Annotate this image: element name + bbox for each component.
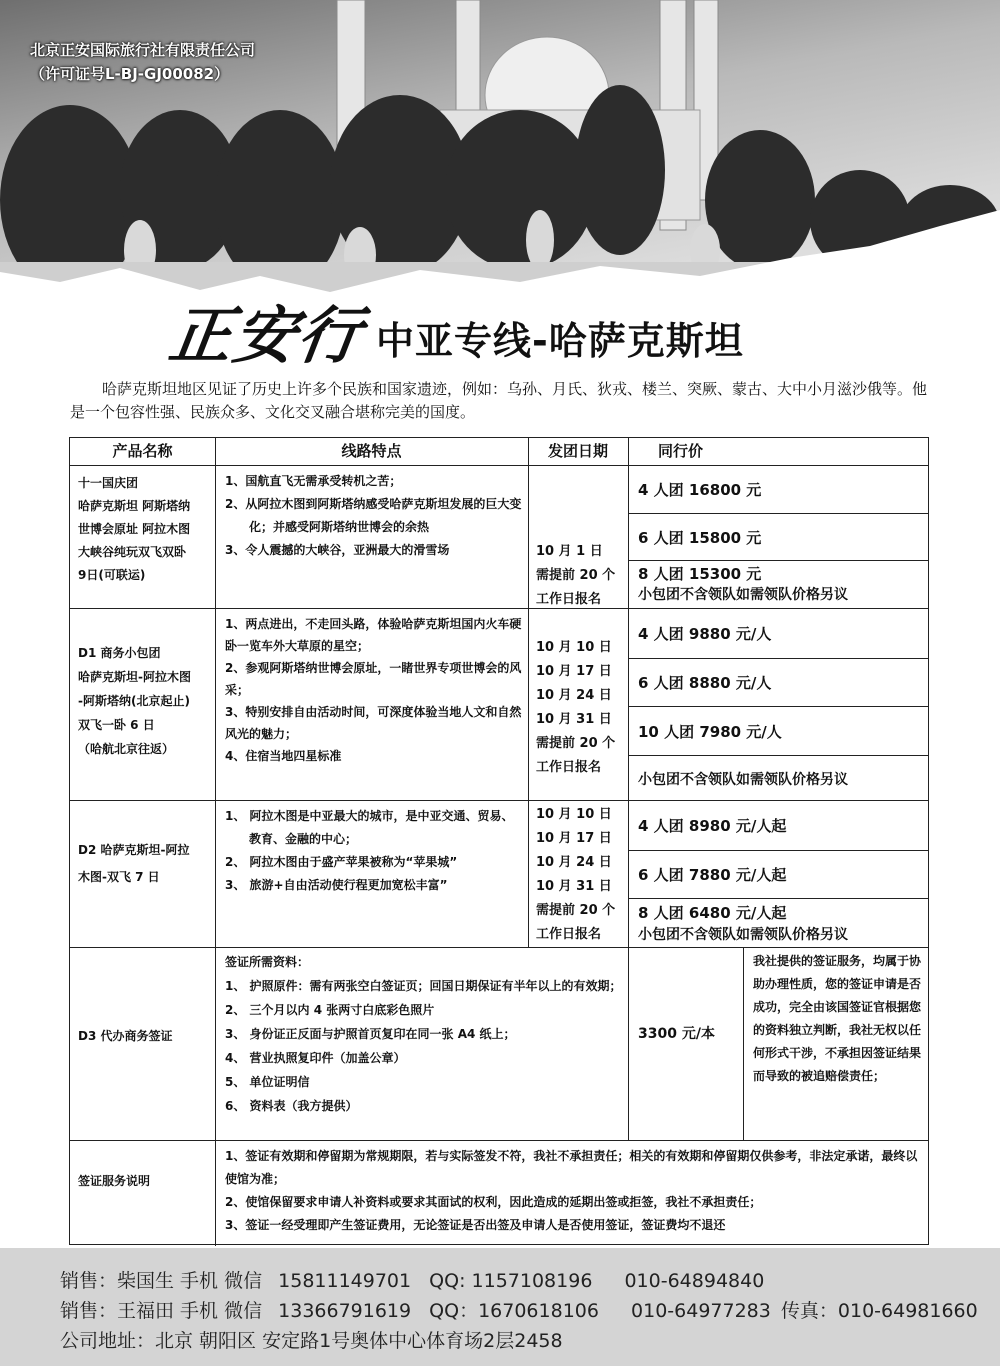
departure-dates: 10 月 10 日 10 月 17 日 10 月 24 日 10 月 31 日 需提前 20 个 工作日报名 — [536, 807, 616, 942]
route-features: 1、两点进出，不走回头路，体验哈萨克斯坦国内火车硬卧一览车外大草原的星空； 2、参观阿斯塔纳世博会原址，一睹世界专项世博会的风采； 3、特别安排自由活动时间，可深度体验当地人文和自然风光的魅力； 4、住宿当地四星标准 — [225, 617, 522, 763]
company-address: 公司地址：北京 朝阳区 安定路1号奥体中心体育场2层2458 — [60, 1330, 563, 1352]
license-number: （许可证号L-BJ-GJ00082） — [30, 65, 230, 83]
sales-contact-2: 销售：王福田 手机 微信 13366791619 QQ：1670618106 010-64977283 传真：010-64981660 — [60, 1296, 978, 1323]
table-row — [70, 1140, 928, 1246]
price-option: 6 人团 15800 元 — [628, 514, 928, 561]
table-row — [70, 800, 928, 947]
brand-logo-text: 正安行 — [164, 299, 368, 372]
price-note: 小包团不含领队如需领队价格另议 — [638, 771, 848, 788]
price-option: 4 人团 9880 元/人 — [628, 609, 928, 659]
header-peer-price: 同行价 — [658, 442, 704, 460]
header-product-name: 产品名称 — [112, 442, 173, 460]
departure-dates: 10 月 1 日 需提前 20 个 工作日报名 — [536, 544, 616, 607]
table-row — [70, 608, 928, 800]
price-option: 6 人团 7880 元/人起 — [628, 851, 928, 899]
product-name: D2 哈萨克斯坦-阿拉 木图-双飞 7 日 — [78, 843, 190, 884]
price-option: 10 人团 7980 元/人 — [628, 707, 928, 756]
product-name: 十一国庆团 哈萨克斯坦 阿斯塔纳 世博会原址 阿拉木图 大峡谷纯玩双飞双卧 9日(可联运) — [78, 476, 191, 582]
departure-dates: 10 月 10 日 10 月 17 日 10 月 24 日 10 月 31 日 需提前 20 个 工作日报名 — [536, 640, 616, 775]
contact-footer — [0, 1248, 1000, 1366]
price-option: 4 人团 16800 元 — [628, 466, 928, 514]
product-name: D1 商务小包团 哈萨克斯坦-阿拉木图 -阿斯塔纳(北京起止) 双飞一卧 6 日 （哈航北京往返） — [78, 646, 191, 756]
price-option: 6 人团 8880 元/人 — [628, 659, 928, 707]
visa-disclaimer: 我社提供的签证服务，均属于协助办理性质，您的签证申请是否成功，完全由该国签证官根据您的资料独立判断，我社无权以任何形式干涉，不承担因签证结果而导致的被追赔偿责任； — [753, 954, 922, 1083]
price-note: 小包团不含领队如需领队价格另议 — [638, 587, 848, 603]
company-name: 北京正安国际旅行社有限责任公司 — [30, 41, 256, 59]
sales-contact-1: 销售：柴国生 手机 微信 15811149701 QQ: 1157108196 010-64894840 — [60, 1270, 765, 1292]
fax-number: 传真：010-64981660 — [780, 1300, 978, 1322]
visa-price: 3300 元/本 — [638, 1026, 715, 1042]
price-note: 小包团不含领队如需领队价格另议 — [638, 927, 848, 943]
visa-materials: 签证所需资料： 1、 护照原件：需有两张空白签证页；回国日期保证有半年以上的有效期； 2、 三个月以内 4 张两寸白底彩色照片 3、 身份证正反面与护照首页复印在同一张 A4 纸上； 4、 营业执照复印件（加盖公章） 5、 单位证明信 6、 资料表（我方提供） — [225, 955, 622, 1113]
header-departure-date: 发团日期 — [547, 442, 608, 460]
mobile-number: 15811149701 — [278, 1270, 412, 1292]
price-option: 8 人团 6480 元/人起 小包团不含领队如需领队价格另议 — [628, 899, 928, 948]
table-row — [70, 947, 928, 1140]
header-route-features: 线路特点 — [341, 442, 402, 460]
route-features: 1、 阿拉木图是中亚最大的城市，是中亚交通、贸易、教育、金融的中心； 2、 阿拉木图由于盛产苹果被称为“苹果城” 3、 旅游+自由活动使行程更加宽松丰富” — [225, 809, 514, 892]
route-subtitle: 中亚专线-哈萨克斯坦 — [376, 319, 744, 363]
header-photo — [0, 0, 1000, 300]
product-name: D3 代办商务签证 — [78, 1029, 173, 1043]
table-header — [70, 438, 928, 465]
phone-number: 010-64977283 — [631, 1300, 771, 1322]
mobile-number: 13366791619 — [278, 1300, 412, 1322]
product-name: 签证服务说明 — [78, 1174, 151, 1188]
company-info — [30, 38, 255, 86]
qq-number: QQ: 1157108196 — [429, 1270, 593, 1292]
price-option: 8 人团 15300 元 小包团不含领队如需领队价格另议 — [628, 561, 928, 609]
product-table — [69, 437, 929, 1245]
route-features: 1、国航直飞无需承受转机之苦； 2、从阿拉木图到阿斯塔纳感受哈萨克斯坦发展的巨大变化；并感受阿斯塔纳世博会的余热 3、令人震撼的大峡谷，亚洲最大的滑雪场 — [225, 474, 522, 557]
price-option: 4 人团 8980 元/人起 — [628, 801, 928, 851]
intro-paragraph: 哈萨克斯坦地区见证了历史上许多个民族和国家遗迹，例如：乌孙、月氏、狄戎、楼兰、突厥、蒙古、大中小月滋沙俄等。他是一个包容性强、民族众多、文化交叉融合堪称完美的国度。 — [70, 380, 928, 421]
phone-number: 010-64894840 — [624, 1270, 765, 1292]
visa-service-notes: 1、签证有效期和停留期为常规期限，若与实际签发不符，我社不承担责任；相关的有效期和停留期仅供参考，非法定承诺，最终以使馆为准； 2、使馆保留要求申请人补资料或要求其面试的权利，因此造成的延期出签或拒签，我社不承担责任； 3、签证一经受理即产生签证费用，无论签证是否出签及申请人是否使用签证，签证费均不退还 — [225, 1149, 918, 1232]
page-title — [164, 296, 744, 372]
table-row — [70, 465, 928, 608]
qq-number: QQ：1670618106 — [429, 1300, 599, 1322]
